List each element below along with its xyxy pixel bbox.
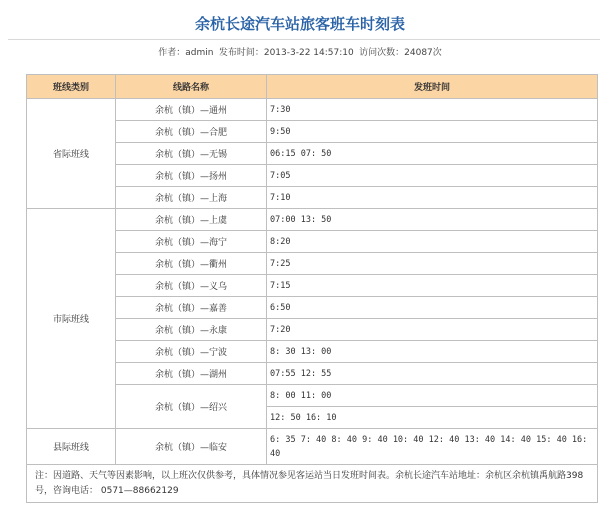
- route-cell: 余杭（镇）—上海: [116, 187, 267, 209]
- header-route: 线路名称: [116, 75, 267, 99]
- route-cell: 余杭（镇）—扬州: [116, 165, 267, 187]
- publish-time-value: 2013-3-22 14:57:10: [263, 48, 354, 58]
- route-cell: 余杭（镇）—义乌: [116, 275, 267, 297]
- table-row: [27, 429, 598, 465]
- category-provincial: 省际班线: [27, 99, 116, 209]
- schedule-note: 注：因道路、天气等因素影响，以上班次仅供参考，具体情况参见客运站当日发班时间表。余杭长途汽车站地址：余杭区余杭镇禹航路398号，咨询电话： 0571—88662129: [27, 465, 598, 503]
- route-cell: 余杭（镇）—永康: [116, 319, 267, 341]
- route-cell: 余杭（镇）—宁波: [116, 341, 267, 363]
- note-row: [27, 465, 598, 503]
- route-cell: 余杭（镇）—临安: [116, 429, 267, 465]
- header-category: 班线类别: [27, 75, 116, 99]
- category-intercity: 市际班线: [27, 209, 116, 429]
- route-cell: 余杭（镇）—衢州: [116, 253, 267, 275]
- visits-value: 24087次: [404, 48, 442, 58]
- page-title: 余杭长途汽车站旅客班车时刻表: [194, 15, 405, 33]
- time-cell: 7:25: [267, 253, 598, 275]
- time-cell: 7:05: [267, 165, 598, 187]
- route-cell: 余杭（镇）—合肥: [116, 121, 267, 143]
- time-cell: 6:50: [267, 297, 598, 319]
- table-row: [27, 99, 598, 121]
- time-cell: 06:15 07: 50: [267, 143, 598, 165]
- time-cell: 7:20: [267, 319, 598, 341]
- time-cell: 9:50: [267, 121, 598, 143]
- visits-label: 访问次数：: [359, 48, 405, 58]
- category-county: 县际班线: [27, 429, 116, 465]
- time-cell: 8: 30 13: 00: [267, 341, 598, 363]
- route-cell: 余杭（镇）—嘉善: [116, 297, 267, 319]
- time-cell: 8: 00 11: 00: [267, 385, 598, 407]
- time-cell: 07:00 13: 50: [267, 209, 598, 231]
- author-value: admin: [185, 48, 214, 58]
- header-time: 发班时间: [267, 75, 598, 99]
- time-cell: 07:55 12: 55: [267, 363, 598, 385]
- time-cell: 6: 35 7: 40 8: 40 9: 40 10: 40 12: 40 13: 40 14: 40 15: 40 16: 40: [267, 429, 598, 465]
- publish-time-label: 发布时间：: [218, 48, 264, 58]
- route-cell: 余杭（镇）—湖州: [116, 363, 267, 385]
- route-cell: 余杭（镇）—海宁: [116, 231, 267, 253]
- route-cell: 余杭（镇）—上虞: [116, 209, 267, 231]
- route-cell: 余杭（镇）—无锡: [116, 143, 267, 165]
- time-cell: 7:30: [267, 99, 598, 121]
- route-cell: 余杭（镇）—绍兴: [116, 385, 267, 429]
- time-cell: 7:10: [267, 187, 598, 209]
- time-cell: 12: 50 16: 10: [267, 407, 598, 429]
- title-divider: [8, 39, 600, 40]
- time-cell: 7:15: [267, 275, 598, 297]
- table-header-row: [27, 75, 598, 99]
- article-meta: [0, 45, 600, 58]
- route-cell: 余杭（镇）—通州: [116, 99, 267, 121]
- author-label: 作者：: [158, 48, 186, 58]
- schedule-table: [26, 74, 598, 503]
- time-cell: 8:20: [267, 231, 598, 253]
- table-row: [27, 209, 598, 231]
